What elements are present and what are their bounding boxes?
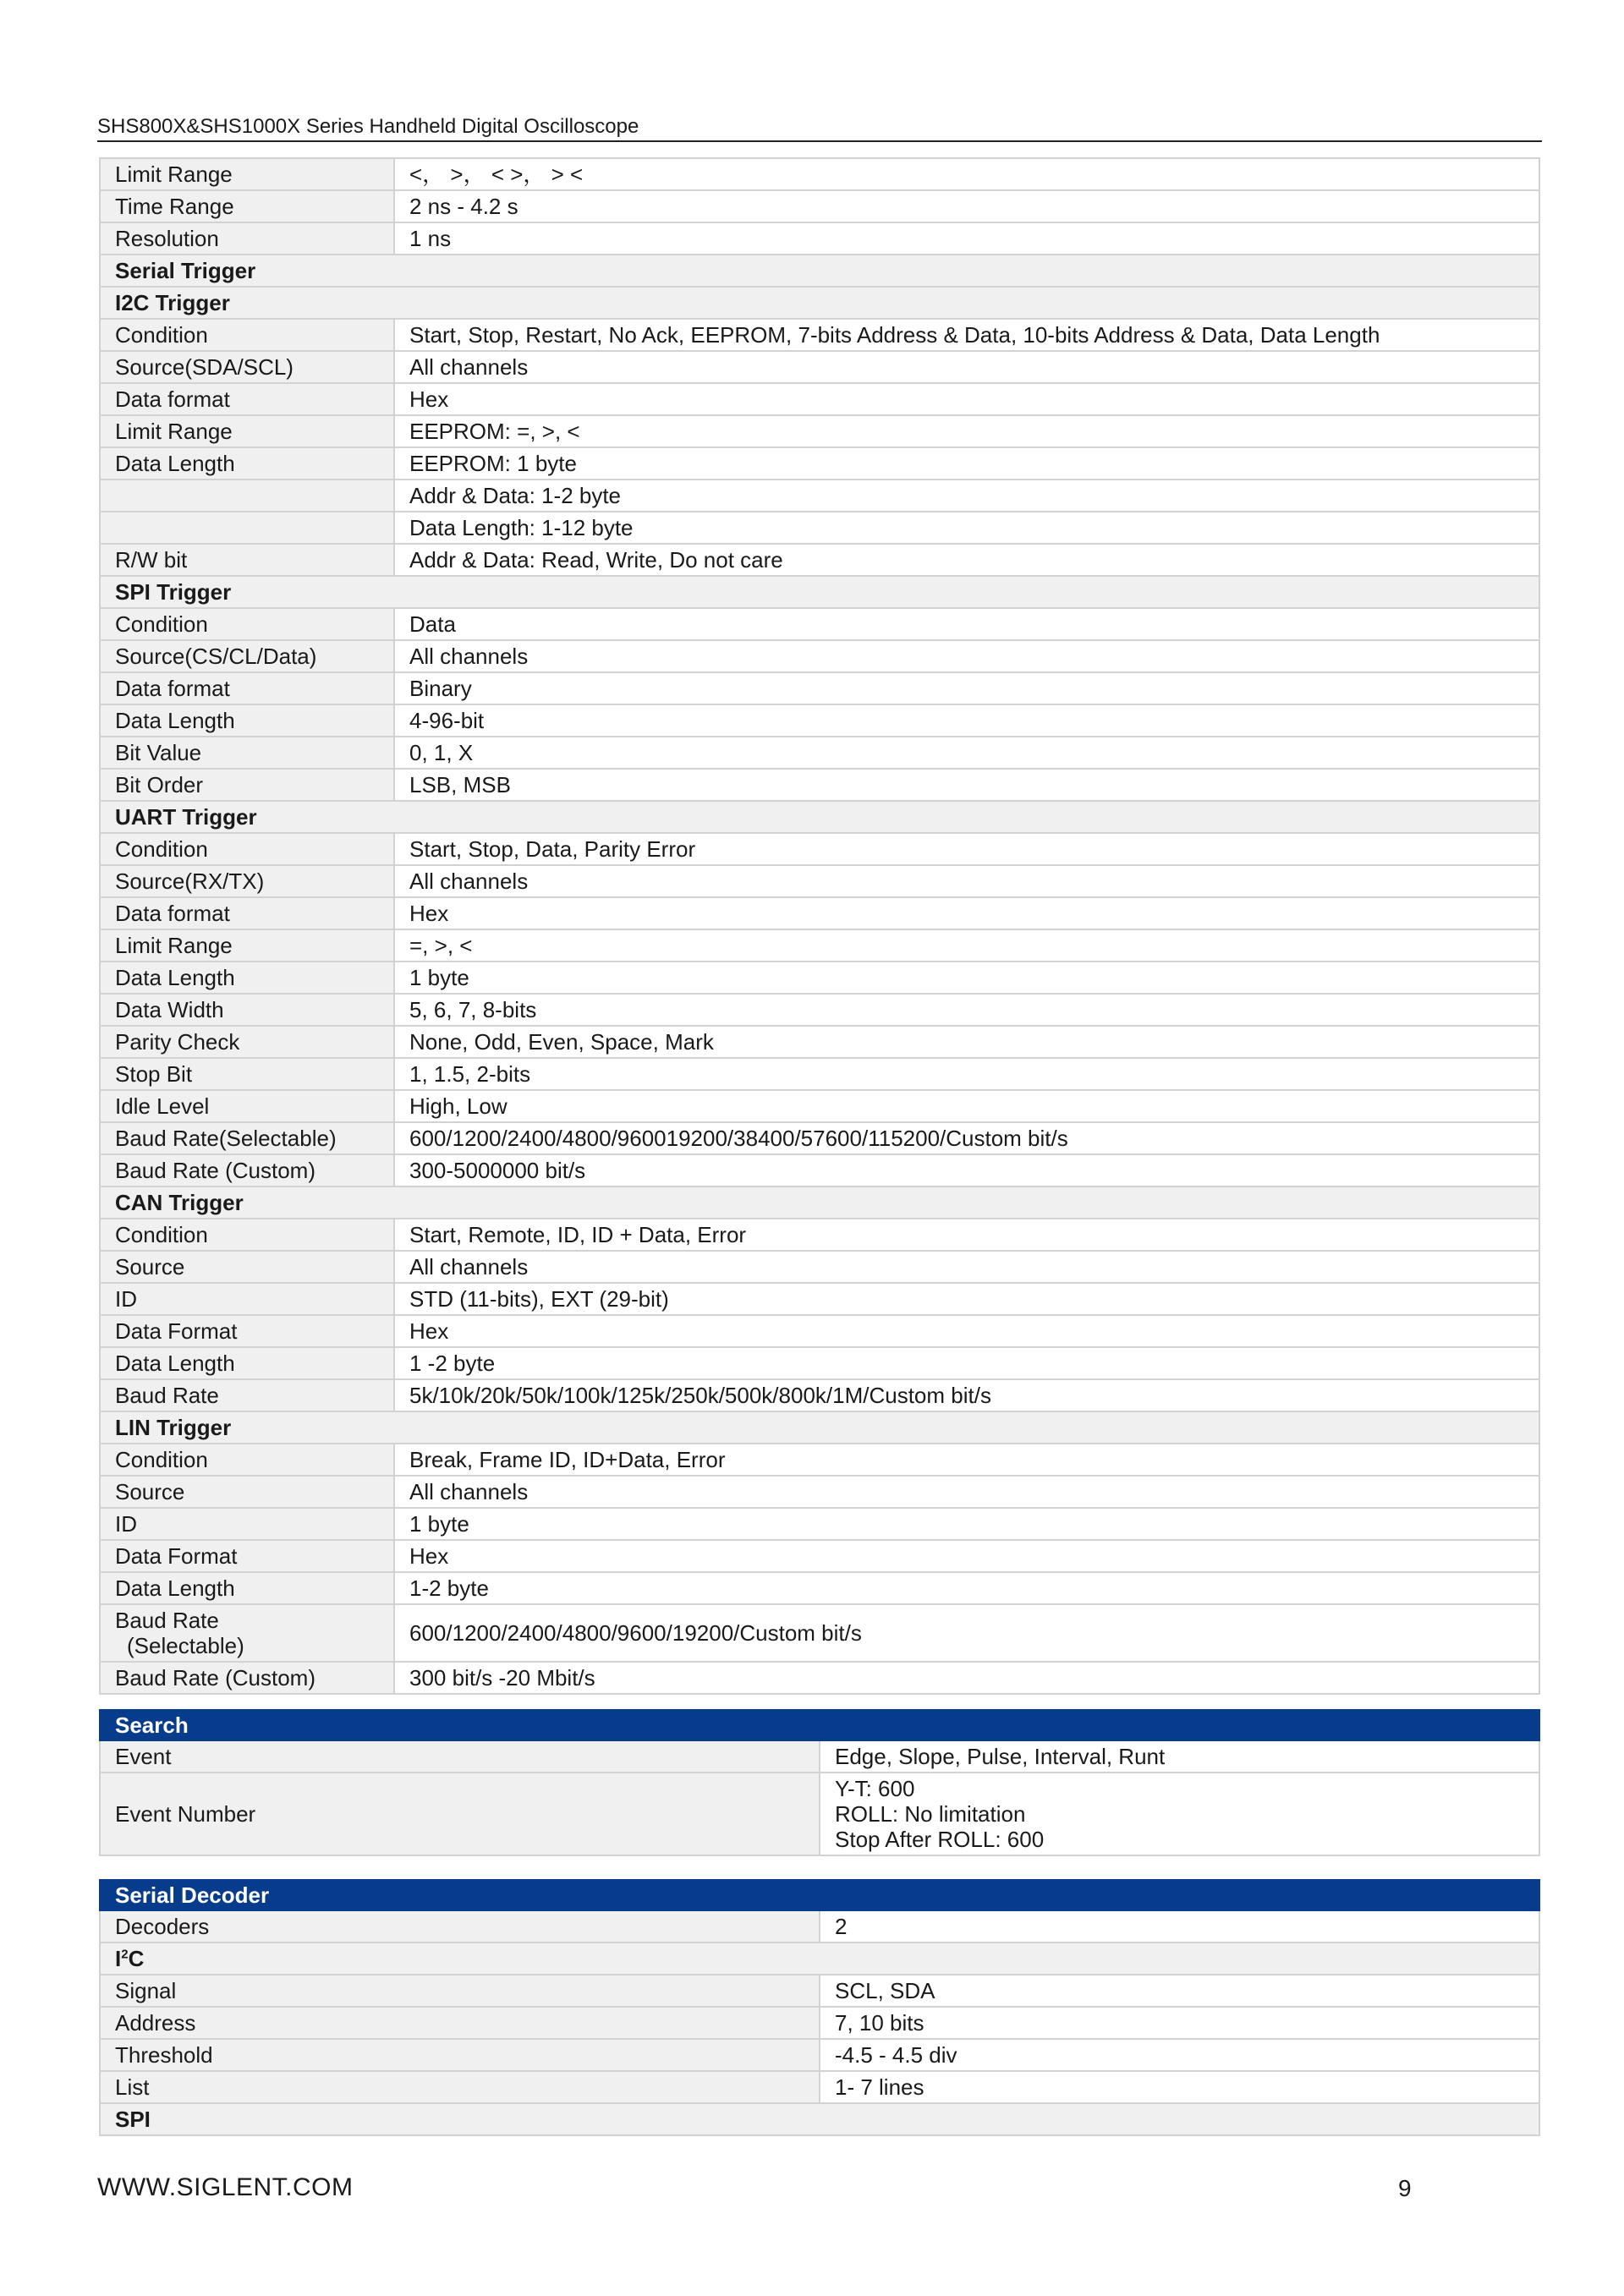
row-label: Data Length [100,1572,394,1604]
table-row [100,1251,1539,1283]
table-row [100,640,1539,672]
table-row [100,1476,1539,1508]
row-label: Data format [100,672,394,704]
row-label: Source(RX/TX) [100,865,394,897]
row-value: 1 -2 byte [394,1347,1539,1379]
row-label: Bit Value [100,737,394,769]
row-value: EEPROM: 1 byte [394,447,1539,479]
row-value: High, Low [394,1090,1539,1122]
row-label: Condition [100,608,394,640]
row-value: STD (11-bits), EXT (29-bit) [394,1283,1539,1315]
table-row [100,319,1539,351]
row-label: List [100,2071,820,2103]
table-row [100,994,1539,1026]
row-value: 1-2 byte [394,1572,1539,1604]
row-value: Data [394,608,1539,640]
row-label: ID [100,1283,394,1315]
row-label: R/W bit [100,544,394,576]
row-value: Addr & Data: Read, Write, Do not care [394,544,1539,576]
table-row [100,1154,1539,1186]
table-row [100,544,1539,576]
table-row [100,1219,1539,1251]
row-value: Binary [394,672,1539,704]
row-value: 7, 10 bits [820,2007,1539,2039]
row-label: Baud Rate (Custom) [100,1662,394,1694]
row-label: Source(CS/CL/Data) [100,640,394,672]
row-value: Start, Stop, Restart, No Ack, EEPROM, 7-bits Address & Data, 10-bits Address & Data, Data Length [394,319,1539,351]
table-row [100,351,1539,383]
table-row [100,479,1539,512]
table-row [100,415,1539,447]
table-row [100,897,1539,929]
row-label: ID [100,1508,394,1540]
serial-decoder-header-row [100,1880,1539,1910]
document-header [97,113,1542,142]
table-row [100,1740,1539,1773]
row-value: Hex [394,897,1539,929]
section-label: CAN Trigger [100,1186,1539,1219]
table-row [100,1090,1539,1122]
section-row [100,2103,1539,2135]
row-value: 300-5000000 bit/s [394,1154,1539,1186]
table-row [100,929,1539,962]
row-value: =, >, < [394,929,1539,962]
row-value: 600/1200/2400/4800/960019200/38400/57600/115200/Custom bit/s [394,1122,1539,1154]
search-spec-table [99,1709,1540,1856]
row-label: Data format [100,897,394,929]
row-value: All channels [394,1476,1539,1508]
row-label: Limit Range [100,415,394,447]
table-row [100,222,1539,255]
table-row [100,190,1539,222]
table-row [100,1604,1539,1662]
row-value: 4-96-bit [394,704,1539,737]
row-value: SCL, SDA [820,1975,1539,2007]
row-value: Hex [394,383,1539,415]
section-label: Serial Trigger [100,255,1539,287]
event-number-line: ROLL: No limitation [835,1801,1026,1827]
row-value: Start, Stop, Data, Parity Error [394,833,1539,865]
table-row [100,769,1539,801]
table-row [100,2039,1539,2071]
row-label: Limit Range [100,929,394,962]
table-row [100,704,1539,737]
row-label [100,1604,394,1662]
table-row [100,1315,1539,1347]
search-title: Search [100,1710,1539,1740]
row-value: -4.5 - 4.5 div [820,2039,1539,2071]
table-row [100,1662,1539,1694]
section-row [100,1186,1539,1219]
trigger-spec-table [99,157,1540,1695]
row-label: Address [100,2007,820,2039]
page-number: 9 [1398,2175,1412,2201]
table-row [100,1508,1539,1540]
row-label: Baud Rate (Custom) [100,1154,394,1186]
table-row [100,833,1539,865]
row-label: Data Length [100,704,394,737]
row-label: Baud Rate(Selectable) [100,1122,394,1154]
table-row [100,447,1539,479]
row-value: Break, Frame ID, ID+Data, Error [394,1444,1539,1476]
section-label-i2c: $I^2C$ [100,1943,1539,1975]
table-row [100,1975,1539,2007]
event-number-line: Y-T: 600 [835,1776,915,1801]
row-value: All channels [394,640,1539,672]
row-value: Addr & Data: 1-2 byte [394,479,1539,512]
row-label: Resolution [100,222,394,255]
row-value: 1 ns [394,222,1539,255]
section-row [100,801,1539,833]
row-label-line: Baud Rate [115,1608,219,1633]
row-value: 600/1200/2400/4800/9600/19200/Custom bit/s [394,1604,1539,1662]
row-value: EEPROM: =, >, < [394,415,1539,447]
footer-website: WWW.SIGLENT.COM [97,2173,354,2201]
row-value: None, Odd, Even, Space, Mark [394,1026,1539,1058]
table-row [100,383,1539,415]
row-value: 1, 1.5, 2-bits [394,1058,1539,1090]
row-label: Data Length [100,962,394,994]
table-row [100,1122,1539,1154]
row-label: Source [100,1251,394,1283]
event-number-line: Stop After ROLL: 600 [835,1827,1045,1852]
row-label: Data Format [100,1315,394,1347]
header-title: SHS800X&SHS1000X Series Handheld Digital Oscilloscope [97,115,639,138]
row-value: All channels [394,1251,1539,1283]
row-label: Source(SDA/SCL) [100,351,394,383]
search-header-row [100,1710,1539,1740]
row-value: Start, Remote, ID, ID + Data, Error [394,1219,1539,1251]
row-label: Condition [100,1444,394,1476]
row-label: Threshold [100,2039,820,2071]
row-label-line: (Selectable) [127,1633,244,1658]
table-row [100,1773,1539,1855]
row-label: Parity Check [100,1026,394,1058]
row-value: 2 [820,1910,1539,1943]
row-label: Data Length [100,447,394,479]
row-value: 300 bit/s -20 Mbit/s [394,1662,1539,1694]
table-row [100,672,1539,704]
table-row [100,608,1539,640]
row-value [820,1773,1539,1855]
table-row [100,1910,1539,1943]
row-value: Data Length: 1-12 byte [394,512,1539,544]
row-value: 0, 1, X [394,737,1539,769]
row-value: Edge, Slope, Pulse, Interval, Runt [820,1740,1539,1773]
serial-decoder-spec-table [99,1879,1540,2136]
row-label: Event Number [100,1773,820,1855]
row-value: 1- 7 lines [820,2071,1539,2103]
row-label: Signal [100,1975,820,2007]
section-label: LIN Trigger [100,1411,1539,1444]
row-label: Data Format [100,1540,394,1572]
section-row [100,287,1539,319]
row-label: Bit Order [100,769,394,801]
row-label: Condition [100,833,394,865]
serial-decoder-title: Serial Decoder [100,1880,1539,1910]
row-label [100,512,394,544]
row-value: Hex [394,1315,1539,1347]
table-row [100,2071,1539,2103]
table-row [100,1347,1539,1379]
row-label: Condition [100,319,394,351]
table-row [100,158,1539,190]
row-label: Baud Rate [100,1379,394,1411]
row-value: 5, 6, 7, 8-bits [394,994,1539,1026]
section-row [100,1943,1539,1975]
row-value: 1 byte [394,1508,1539,1540]
table-row [100,1540,1539,1572]
row-label [100,479,394,512]
row-label: Source [100,1476,394,1508]
table-row [100,1283,1539,1315]
table-row [100,512,1539,544]
row-value: LSB, MSB [394,769,1539,801]
table-row [100,962,1539,994]
section-row [100,255,1539,287]
table-row [100,1026,1539,1058]
section-label: SPI Trigger [100,576,1539,608]
row-label: Limit Range [100,158,394,190]
row-label: Data format [100,383,394,415]
row-value: 5k/10k/20k/50k/100k/125k/250k/500k/800k/1M/Custom bit/s [394,1379,1539,1411]
row-value: All channels [394,865,1539,897]
section-label: I2C Trigger [100,287,1539,319]
table-row [100,865,1539,897]
row-label: Stop Bit [100,1058,394,1090]
row-label: Idle Level [100,1090,394,1122]
row-label: Decoders [100,1910,820,1943]
table-row [100,1572,1539,1604]
table-row [100,1444,1539,1476]
section-label-spi: SPI [100,2103,1539,2135]
row-label: Data Width [100,994,394,1026]
row-label: Time Range [100,190,394,222]
section-label: UART Trigger [100,801,1539,833]
row-value: Hex [394,1540,1539,1572]
row-label: Data Length [100,1347,394,1379]
table-row [100,2007,1539,2039]
table-row [100,737,1539,769]
table-row [100,1379,1539,1411]
section-row [100,1411,1539,1444]
row-label: Event [100,1740,820,1773]
row-label: Condition [100,1219,394,1251]
row-value: 1 byte [394,962,1539,994]
table-row [100,1058,1539,1090]
row-value: <， >， < >， > < [394,158,1539,190]
section-row [100,576,1539,608]
row-value: All channels [394,351,1539,383]
row-value: 2 ns - 4.2 s [394,190,1539,222]
